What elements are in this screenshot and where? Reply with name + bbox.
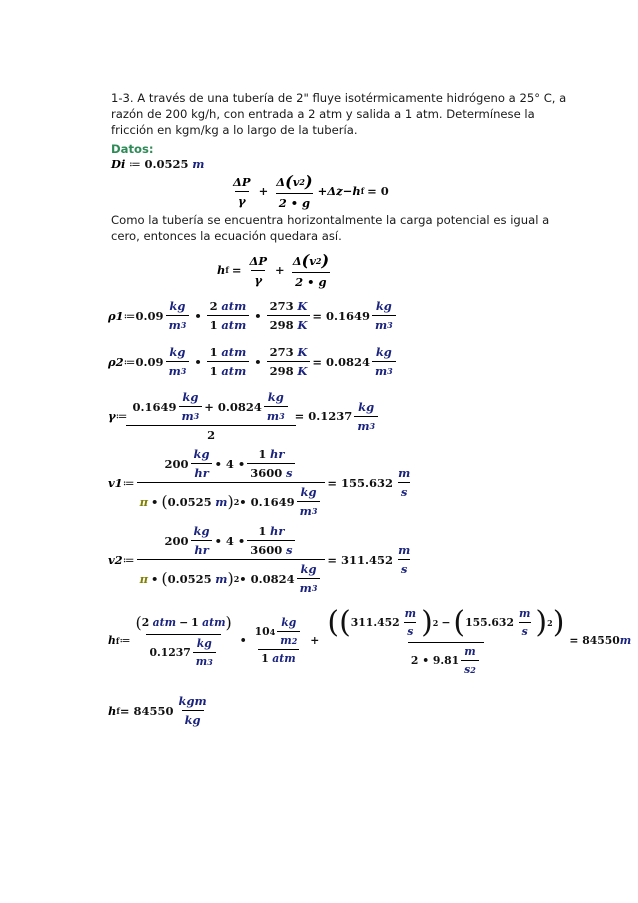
- unit-den: m: [299, 504, 312, 518]
- pressure-num: 2: [209, 299, 218, 313]
- seconds-den: 3600: [250, 543, 283, 557]
- delta-symbol: Δ: [292, 253, 302, 268]
- pressure-den: 1: [209, 318, 218, 332]
- pressure-num-unit: atm: [221, 345, 247, 359]
- v2-value: 311.452: [350, 616, 400, 629]
- di-value: 0.0525: [144, 157, 189, 171]
- unit-num: m: [404, 607, 417, 620]
- assign-symbol: ≔: [119, 634, 131, 647]
- horizontal-pipe-note: Como la tubería se encuentra horizontalmente la carga potencial es igual a cero, entonces la ecuación quedara así.: [111, 213, 550, 243]
- v-symbol: v: [292, 174, 300, 189]
- exponent: 3: [207, 656, 213, 667]
- conversion-base: 10: [254, 625, 270, 638]
- v1-result: = 155.632: [327, 475, 394, 490]
- assign-symbol: ≔: [122, 475, 135, 490]
- unit-den: m: [168, 364, 181, 378]
- gamma-symbol: γ: [108, 409, 116, 423]
- exponent: 2: [547, 617, 553, 628]
- unit-num: kg: [196, 637, 212, 650]
- rho1-symbol: ρ1: [108, 308, 124, 323]
- exponent: 2: [291, 635, 298, 646]
- seconds-unit: s: [285, 466, 293, 480]
- unit-num: kg: [193, 447, 210, 461]
- rho1-calculation: ρ1 ≔ 0.09 kg m 3 • 2 atm 1 atm • 273 K 298 K = 0.1649 kg m 3: [108, 299, 398, 332]
- two-g-value: 2 • 9.81: [410, 654, 460, 667]
- exponent: 2: [233, 573, 240, 584]
- density-term: • 0.0824: [239, 571, 295, 586]
- hf-symbol: h: [108, 703, 117, 718]
- exponent: 2: [233, 496, 240, 507]
- mass-flow: 200: [164, 456, 189, 471]
- gamma-value: 0.1237: [149, 646, 191, 659]
- gamma-calculation: [108, 390, 380, 442]
- unit-num: m: [464, 645, 476, 658]
- hf-subscript: f: [116, 705, 120, 716]
- unit-num: kg: [300, 562, 317, 576]
- unit-den: m: [168, 318, 181, 332]
- exponent: 3: [279, 411, 285, 421]
- unit-num: kg: [267, 390, 284, 404]
- v1-calculation: v1 ≔ 200 $\frac{kg}{hr}$ • 4 • 1 hr 3600 s π • ( 0.0525 m ) 2 • 0.1649 kg m 3 = 155.632 $\frac{m}{s}$: [108, 447, 415, 518]
- v1-symbol: v1: [108, 475, 123, 490]
- v2-symbol: v2: [108, 552, 123, 567]
- rho1-result: = 0.1649: [312, 308, 370, 323]
- bernoulli-equation: $\frac{\Delta P}{\gamma}$ + Δ ( v 2 ) 2 • g +Δz− h f = 0: [228, 172, 392, 210]
- hf-final-result: [108, 694, 212, 727]
- conversion-exponent: 4: [269, 626, 276, 637]
- result-unit-den: s: [398, 559, 410, 576]
- assign-symbol: ≔: [122, 552, 135, 567]
- result-unit-den: m: [374, 364, 388, 378]
- pressure-den-unit: atm: [221, 364, 247, 378]
- outlet-pressure-unit: atm: [202, 616, 226, 629]
- temp-den-unit: K: [297, 364, 308, 378]
- temp-den-unit: K: [297, 318, 308, 332]
- result-unit-num: kg: [358, 399, 375, 414]
- equals-zero: = 0: [367, 184, 389, 198]
- unit-den: m: [299, 581, 312, 595]
- datos-heading: Datos:: [111, 142, 154, 156]
- conversion-den: 1: [261, 652, 269, 665]
- delta-z-term: +Δz−: [317, 184, 353, 198]
- unit-den: m: [195, 655, 208, 668]
- delta-symbol: Δ: [276, 174, 286, 189]
- di-symbol: Di: [111, 157, 126, 171]
- assign-symbol: ≔: [123, 308, 136, 323]
- minus-sign: −: [179, 616, 189, 629]
- unit-den: s: [464, 663, 471, 676]
- unit-den: hr: [191, 463, 211, 480]
- rho2-calculation: ρ2 ≔ 0.09 kg m 3 • 1 atm 1 atm • 273 K 298 K = 0.0824 kg m 3: [108, 345, 398, 378]
- result-unit-den: m: [357, 418, 370, 433]
- exponent: 3: [311, 583, 318, 593]
- gamma-denominator: γ: [235, 191, 249, 208]
- rho1-term: 0.1649: [132, 399, 177, 414]
- exponent: 3: [387, 366, 393, 376]
- v-symbol: v: [309, 253, 316, 268]
- temp-num: 273: [269, 345, 294, 359]
- hf-subscript: f: [360, 186, 365, 196]
- unit-num: m: [518, 607, 531, 620]
- temp-den: 298: [269, 318, 294, 332]
- hf-symbol: h: [217, 263, 226, 277]
- dp-numerator: ΔP: [249, 253, 268, 268]
- hf-subscript: f: [115, 635, 120, 646]
- v2-result: = 311.452: [327, 552, 394, 567]
- unit-den: hr: [191, 540, 211, 557]
- diameter-unit: m: [215, 571, 228, 586]
- unit-num: kg: [193, 524, 210, 538]
- times-four: • 4 •: [214, 533, 246, 548]
- exponent: 2: [299, 176, 305, 187]
- di-unit: m: [192, 157, 205, 171]
- pressure-num-unit: atm: [221, 299, 247, 313]
- result-unit-den: m: [374, 318, 388, 332]
- hour-unit: hr: [269, 447, 285, 461]
- temp-num-unit: K: [297, 299, 308, 313]
- gamma-denominator: 2: [126, 425, 295, 442]
- seconds-den: 3600: [250, 466, 283, 480]
- unit-den: m: [280, 634, 292, 647]
- mass-flow: 200: [164, 533, 189, 548]
- result-unit-num: kg: [375, 345, 392, 359]
- unit-num: kg: [281, 616, 297, 629]
- temp-num-unit: K: [297, 345, 308, 359]
- exponent: 3: [180, 366, 187, 376]
- unit-num: kg: [300, 485, 317, 499]
- result-unit-num: kg: [375, 299, 392, 313]
- diameter-unit: m: [215, 494, 228, 509]
- result-unit-num: m: [398, 543, 411, 557]
- minus-sign: −: [441, 616, 451, 629]
- exponent: 3: [180, 320, 187, 330]
- inlet-pressure: 2: [141, 616, 150, 629]
- assign-symbol: ≔: [129, 157, 141, 171]
- diameter: 0.0525: [167, 571, 212, 586]
- v2-calculation: v2 ≔ 200 $\frac{kg}{hr}$ • 4 • 1 hr 3600 s π • ( 0.0525 m ) 2 • 0.0824 kg m 3 = 311.452 $\frac{m}{s}$: [108, 524, 415, 595]
- hf-subscript: f: [225, 265, 229, 275]
- hf-symbol: h: [108, 634, 116, 647]
- gamma-denominator: γ: [251, 270, 265, 287]
- unit-num: kg: [169, 299, 186, 313]
- hour-num: 1: [258, 447, 267, 461]
- unit-den: m: [266, 409, 280, 423]
- rho-base-value: 0.09: [135, 354, 164, 369]
- unit-den: m: [181, 409, 194, 423]
- unit-den: s: [519, 622, 531, 638]
- assign-symbol: ≔: [115, 409, 128, 423]
- pi-symbol: π: [139, 571, 148, 586]
- outlet-pressure: 1: [191, 616, 199, 629]
- exponent: 3: [311, 506, 318, 516]
- inlet-pressure-unit: atm: [152, 616, 177, 629]
- hour-unit: hr: [269, 524, 285, 538]
- hf-equation: h f = $\frac{\Delta P}{\gamma}$ + Δ ( v 2 ) 2 • g: [217, 251, 330, 289]
- rho2-term: + 0.0824: [204, 399, 262, 414]
- exponent: 2: [470, 664, 476, 675]
- exponent: 3: [387, 320, 393, 330]
- unit-num: kg: [182, 390, 199, 404]
- unit-den: kg: [182, 710, 204, 727]
- problem-statement: 1-3. A través de una tubería de 2" fluye isotérmicamente hidrógeno a 25° C, a razón de 200 kg/h, con entrada a 2 atm y salida a 1 atm. Determínese la fricción en kgm/kg a lo largo de la tubería.: [111, 91, 567, 137]
- exponent: 2: [315, 255, 322, 266]
- rho2-result: = 0.0824: [312, 354, 370, 369]
- two-g: 2 • g: [276, 193, 313, 210]
- v1-value: 155.632: [465, 616, 514, 629]
- exponent: 3: [193, 411, 200, 421]
- seconds-unit: s: [285, 543, 293, 557]
- unit-num: kg: [169, 345, 186, 359]
- unit-den: s: [404, 622, 416, 638]
- diameter: 0.0525: [167, 494, 212, 509]
- pi-symbol: π: [139, 494, 148, 509]
- di-definition: [111, 157, 204, 171]
- hf-calculation: h f ≔ ( 2 atm − 1 atm ) 0.1237 kg m 3 • 10 4 kg m 2 1 atm + ( ( 311.452 $\frac{m}{s}$ ) 2 − ( 155.632 $\frac{m}{s}$ ) 2 ) 2 • 9.81 m s 2 = 84550 m: [108, 605, 632, 676]
- times-four: • 4 •: [214, 456, 246, 471]
- hf-result: = 84550: [569, 634, 620, 647]
- assign-symbol: ≔: [123, 354, 136, 369]
- result-unit-den: s: [398, 482, 410, 499]
- density-term: • 0.1649: [239, 494, 295, 509]
- exponent: 2: [432, 617, 439, 628]
- temp-den: 298: [269, 364, 294, 378]
- pressure-den-unit: atm: [221, 318, 247, 332]
- two-g: 2 • g: [292, 272, 329, 289]
- rho2-symbol: ρ2: [108, 354, 124, 369]
- gamma-result: = 0.1237: [294, 409, 353, 423]
- temp-num: 273: [269, 299, 294, 313]
- rho-base-value: 0.09: [135, 308, 164, 323]
- conversion-den-unit: atm: [272, 652, 296, 665]
- dp-numerator: ΔP: [233, 174, 251, 189]
- hf-symbol: h: [352, 184, 361, 198]
- pressure-num: 1: [209, 345, 218, 359]
- unit-num: kgm: [178, 694, 207, 708]
- equals-sign: =: [231, 263, 242, 277]
- result-unit-num: m: [398, 466, 411, 480]
- exponent: 3: [369, 420, 376, 431]
- hour-num: 1: [258, 524, 267, 538]
- hf-final-value: = 84550: [119, 703, 174, 718]
- hf-result-unit: m: [619, 634, 632, 647]
- pressure-den: 1: [209, 364, 218, 378]
